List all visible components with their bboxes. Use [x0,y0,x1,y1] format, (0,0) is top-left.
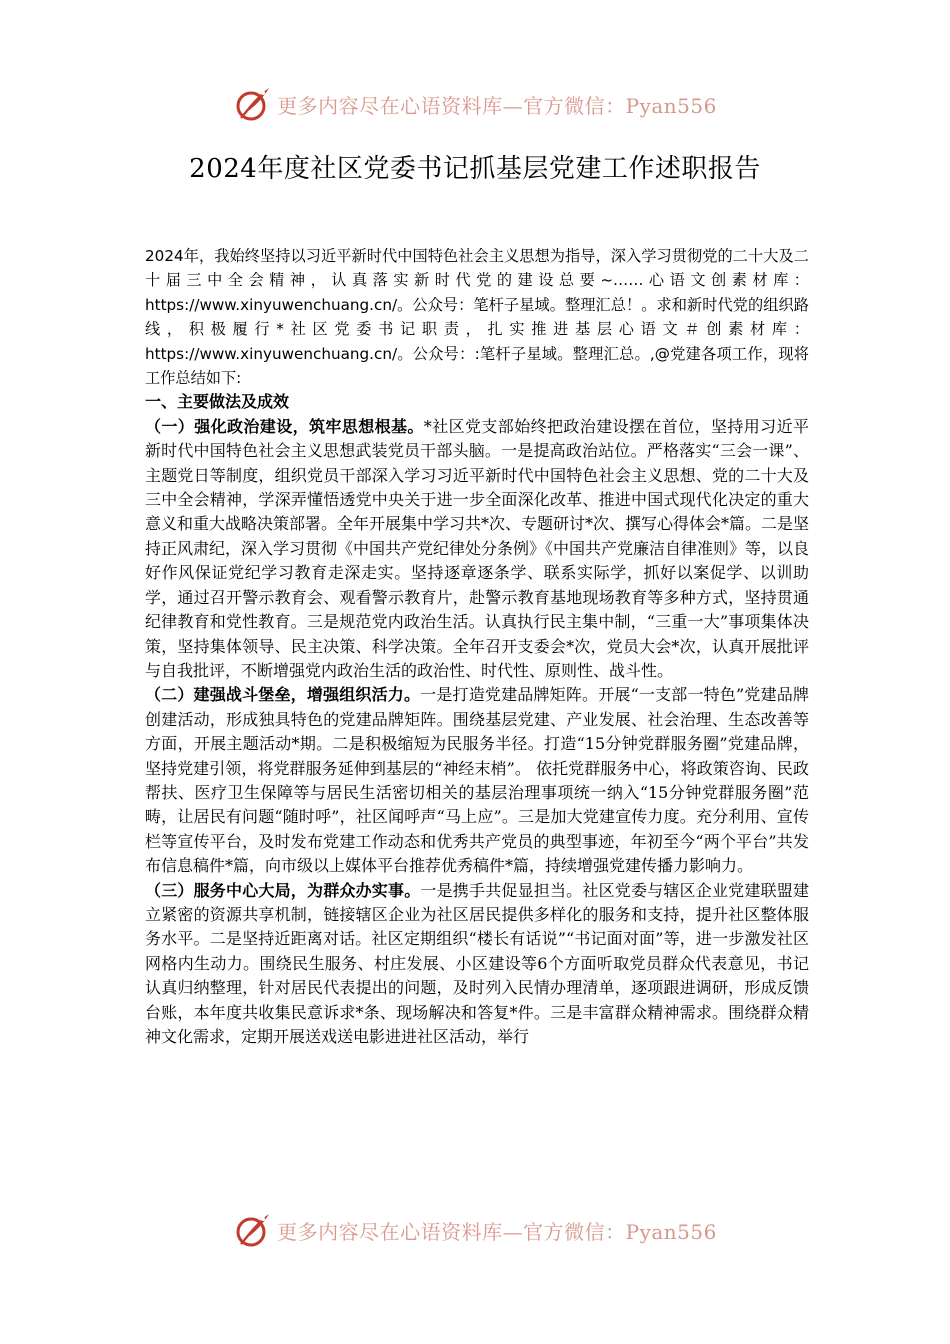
paragraph-3 [145,879,809,1050]
section-heading: 一、主要做法及成效 [145,392,290,412]
paragraph-2 [145,683,809,878]
paragraph-3-lead: （三）服务中心大局，为群众办实事。 [145,880,421,900]
banner-text: 更多内容尽在心语资料库—官方微信：Pyan556 [277,93,717,118]
footer-banner [0,1208,950,1252]
intro-paragraph: 2024年，我始终坚持以习近平新时代中国特色社会主义思想为指导，深入学习贯彻党的二十大及二十届三中全会精神，认真落实新时代党的建设总要~……心语文创素材库：https://www.xinyuwenchuang.cn/。公众号：笔杆子星域。整理汇总！。求和新时代党的组织路线，积极履行*社区党委书记职责，扎实推进基层心语文＃创素材库：https://www.xinyuwenchuang.cn/。公众号：:笔杆子星域。整理汇总。,@党建各项工作，现将工作总结如下: [145,247,809,388]
paragraph-3-text: 一是携手共促显担当。社区党委与辖区企业党建联盟建立紧密的资源共享机制，链接辖区企业为社区居民提供多样化的服务和支持，提升社区整体服务水平。二是坚持近距离对话。社区定期组织“楼长有话说”“书记面对面”等，进一步激发社区网格内生动力。围绕民生服务、村庄发展、小区建设等6个方面听取党员群众代表意见，书记认真归纳整理，针对居民代表提出的问题，及时列入民情办理清单，逐项跟进调研，形成反馈台账，本年度共收集民意诉求*条、现场解决和答复*件。三是丰富群众精神需求。围绕群众精神文化需求，定期开展送戏送电影进进社区活动，举行 [145,880,809,1046]
paragraph-2-text: 一是打造党建品牌矩阵。开展“一支部一特色”党建品牌创建活动，形成独具特色的党建品牌矩阵。围绕基层党建、产业发展、社会治理、生态改善等方面，开展主题活动*期。二是积极缩短为民服务半径。打造“15分钟党群服务圈”党建品牌，坚持党建引领，将党群服务延伸到基层的“神经末梢”。 依托党群服务中心，将政策咨询、民政帮扶、医疗卫生保障等与居民生活密切相关的基层治理事项统一纳入“15分钟党群服务圈”范畴，让居民有问题“随时呼”，社区闻呼声“马上应”。三是加大党建宣传力度。充分利用、宣传栏等宣传平台，及时发布党建工作动态和优秀共产党员的典型事迹，年初至今“两个平台”共发布信息稿件*篇，向市级以上媒体平台推荐优秀稿件*篇，持续增强党建传播力影响力。 [145,685,809,876]
quill-logo-icon [233,84,273,124]
quill-logo-icon [233,1210,273,1250]
document-title: 2024年度社区党委书记抓基层党建工作述职报告 [189,154,761,184]
banner-text: 更多内容尽在心语资料库—官方微信：Pyan556 [277,1219,717,1244]
document-body [145,244,809,1049]
paragraph-1-text: *社区党支部始终把政治建设摆在首位，坚持用习近平新时代中国特色社会主义思想武装党员干部头脑。一是提高政治站位。严格落实“三会一课”、主题党日等制度，组织党员干部深入学习习近平新时代中国特色社会主义思想、党的二十大及三中全会精神，学深弄懂悟透党中央关于进一步全面深化改革、推进中国式现代化决定的重大意义和重大战略决策部署。全年开展集中学习共*次、专题研讨*次、撰写心得体会*篇。二是坚持正风肃纪，深入学习贯彻《中国共产党纪律处分条例》《中国共产党廉洁自律准则》等，以良好作风保证党纪学习教育走深走实。坚持逐章逐条学、联系实际学，抓好以案促学、以训助学，通过召开警示教育会、观看警示教育片，赴警示教育基地现场教育等多种方式，坚持贯通纪律教育和党性教育。三是规范党内政治生活。认真执行民主集中制，“三重一大”事项集体决策，坚持集体领导、民主决策、科学决策。全年召开支委会*次，党员大会*次，认真开展批评与自我批评，不断增强党内政治生活的政治性、时代性、原则性、战斗性。 [145,416,810,680]
paragraph-1-lead: （一）强化政治建设，筑牢思想根基。 [145,416,424,436]
paragraph-2-lead: （二）建强战斗堡垒，增强组织活力。 [145,685,421,705]
header-banner [0,82,950,126]
paragraph-1 [145,415,809,683]
